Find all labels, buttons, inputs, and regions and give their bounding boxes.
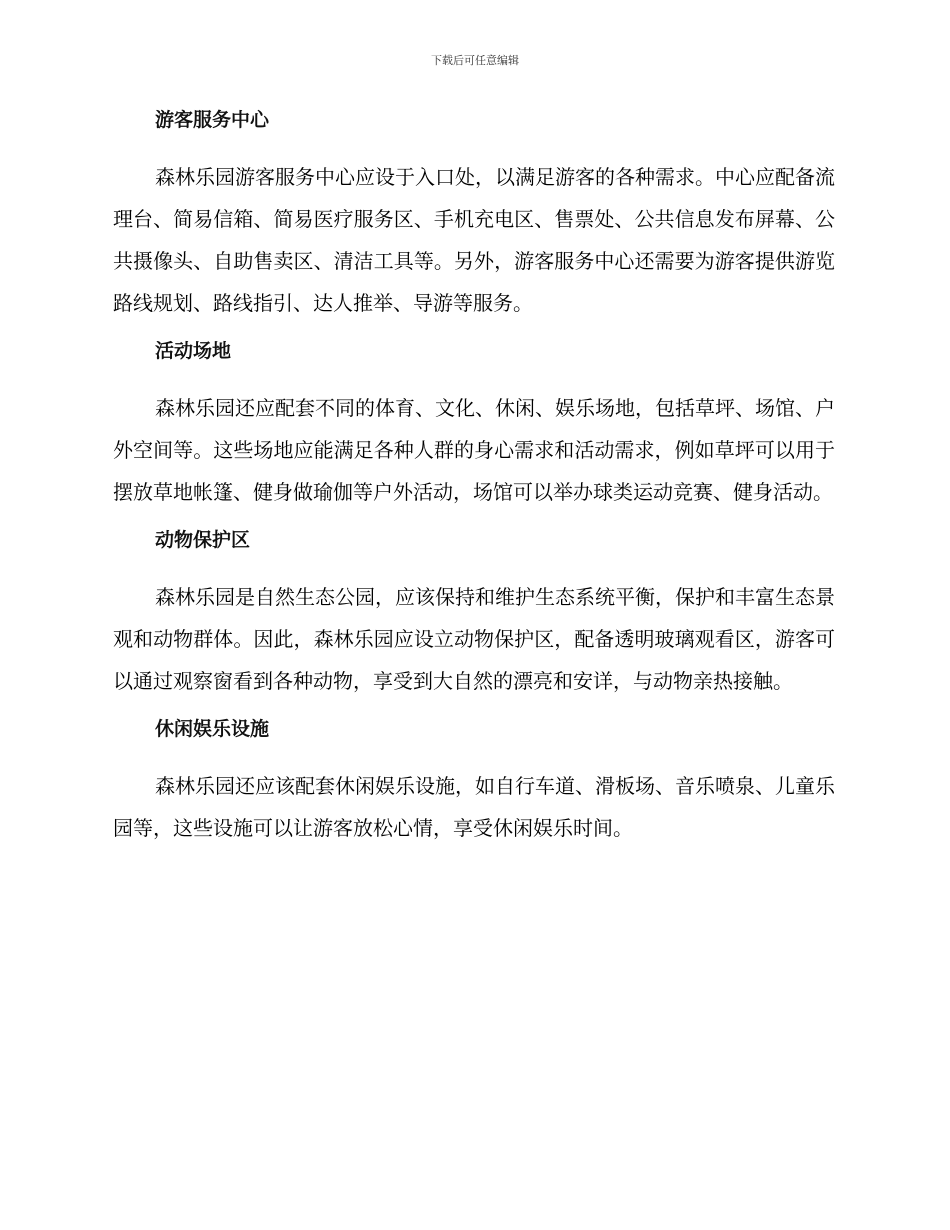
section-heading: 游客服务中心: [155, 109, 270, 131]
section-heading: 动物保护区: [155, 529, 251, 551]
section-leisure-facilities: [113, 714, 835, 849]
section-activity-venues: [113, 336, 835, 513]
document-body: [113, 105, 835, 861]
section-paragraph: 森林乐园还应该配套休闲娱乐设施，如自行车道、滑板场、音乐喷泉、儿童乐园等，这些设施可以让游客放松心情，享受休闲娱乐时间。: [113, 774, 835, 840]
section-heading: 活动场地: [155, 340, 232, 362]
running-header: 下载后可任意编辑: [431, 54, 519, 67]
section-heading: 休闲娱乐设施: [155, 718, 270, 740]
section-paragraph: 森林乐园游客服务中心应设于入口处，以满足游客的各种需求。中心应配备流理台、简易信箱、简易医疗服务区、手机充电区、售票处、公共信息发布屏幕、公共摄像头、自助售卖区、清洁工具等。另外，游客服务中心还需要为游客提供游览路线规划、路线指引、达人推举、导游等服务。: [113, 165, 835, 315]
section-paragraph: 森林乐园是自然生态公园，应该保持和维护生态系统平衡，保护和丰富生态景观和动物群体。因此，森林乐园应设立动物保护区，配备透明玻璃观看区，游客可以通过观察窗看到各种动物，享受到大自然的漂亮和安详，与动物亲热接触。: [113, 585, 835, 693]
section-animal-reserve: [113, 525, 835, 702]
section-paragraph: 森林乐园还应配套不同的体育、文化、休闲、娱乐场地，包括草坪、场馆、户外空间等。这些场地应能满足各种人群的身心需求和活动需求，例如草坪可以用于摆放草地帐篷、健身做瑜伽等户外活动，场馆可以举办球类运动竞赛、健身活动。: [113, 396, 835, 504]
section-visitor-center: [113, 105, 835, 324]
